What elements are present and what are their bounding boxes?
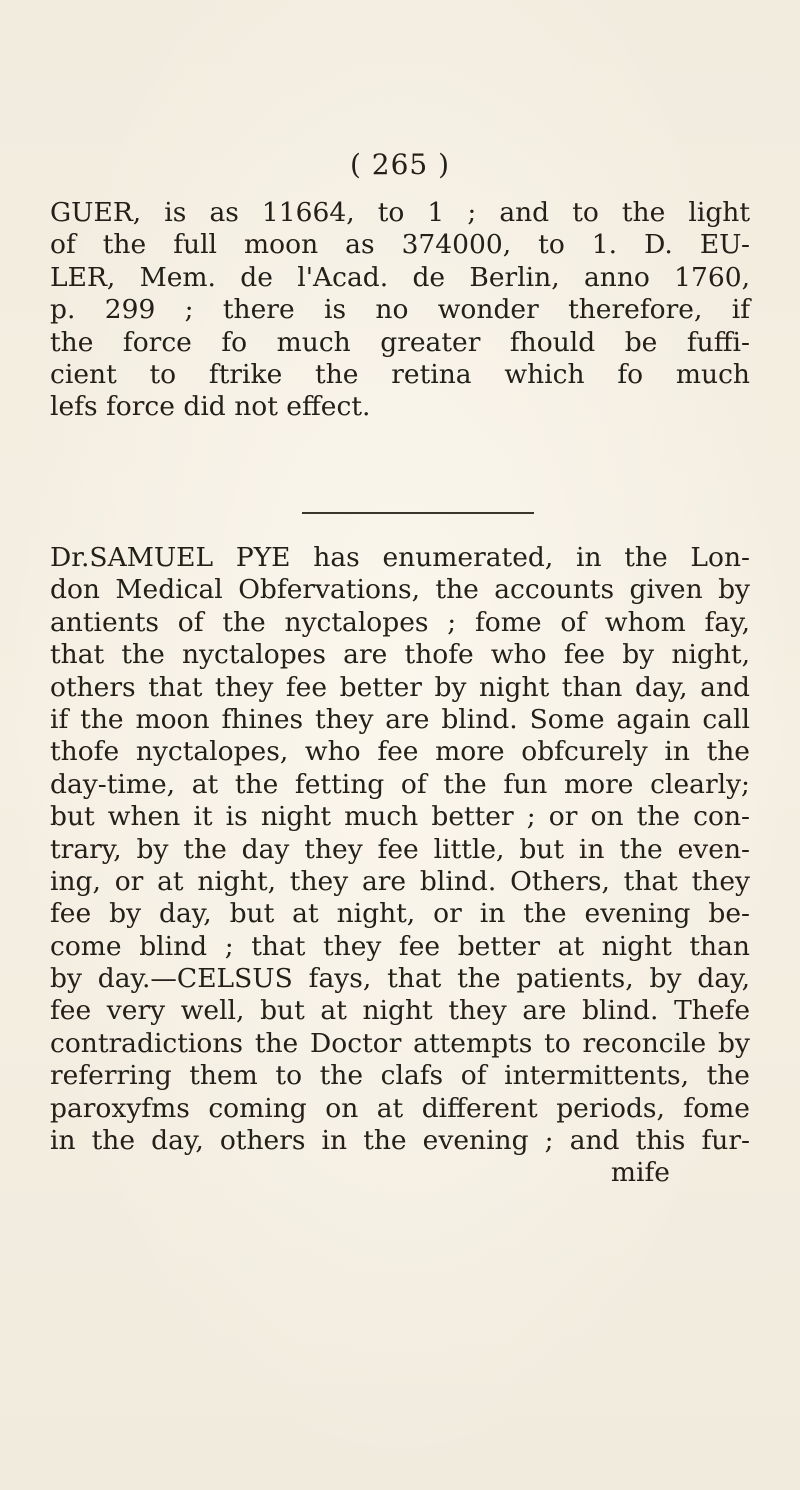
text-line: come blind ; that they fee better at night than (50, 930, 750, 962)
catchword: mife (610, 1157, 670, 1189)
text-line: trary, by the day they fee little, but in the even- (50, 833, 750, 865)
section-divider (302, 512, 534, 514)
text-line: the force fo much greater fhould be fuffi- (50, 326, 750, 358)
paragraph-1 (50, 197, 750, 424)
text-line: contradictions the Doctor attempts to reconcile by (50, 1027, 750, 1059)
text-line: if the moon fhines they are blind. Some again call (50, 703, 750, 735)
text-line: cient to ftrike the retina which fo much (50, 358, 750, 390)
text-line: in the day, others in the evening ; and this fur- (50, 1125, 750, 1157)
paragraph-2 (50, 542, 750, 1190)
text-line: of the full moon as 374000, to 1. D. EU- (50, 229, 750, 261)
text-line: Dr.SAMUEL PYE has enumerated, in the Lon- (50, 542, 750, 573)
text-line: LER, Mem. de l'Acad. de Berlin, anno 1760, (50, 261, 750, 293)
page-number: ( 265 ) (349, 148, 451, 181)
text-line: paroxyfms coming on at different periods, fome (50, 1092, 750, 1124)
text-line: fee by day, but at night, or in the evening be- (50, 898, 750, 930)
text-line: antients of the nyctalopes ; fome of whom fay, (50, 606, 750, 638)
text-line: lefs force did not effect. (50, 391, 371, 423)
text-line: day-time, at the fetting of the fun more clearly; (50, 768, 750, 800)
text-line: p. 299 ; there is no wonder therefore, if (50, 294, 750, 326)
text-line: thofe nyctalopes, who fee more obfcurely in the (50, 736, 750, 768)
text-line: others that they fee better by night than day, and (50, 671, 750, 703)
text-line: don Medical Obfervations, the accounts given by (50, 574, 750, 606)
text-line: referring them to the clafs of intermittents, the (50, 1060, 750, 1092)
text-line: that the nyctalopes are thofe who fee by night, (50, 639, 750, 671)
text-line: but when it is night much better ; or on the con- (50, 801, 750, 833)
text-line: GUER, is as 11664, to 1 ; and to the light (50, 197, 750, 228)
text-line: ing, or at night, they are blind. Others, that they (50, 865, 750, 897)
text-line: fee very well, but at night they are blind. Thefe (50, 995, 750, 1027)
text-line: by day.—CELSUS fays, that the patients, by day, (50, 963, 750, 995)
